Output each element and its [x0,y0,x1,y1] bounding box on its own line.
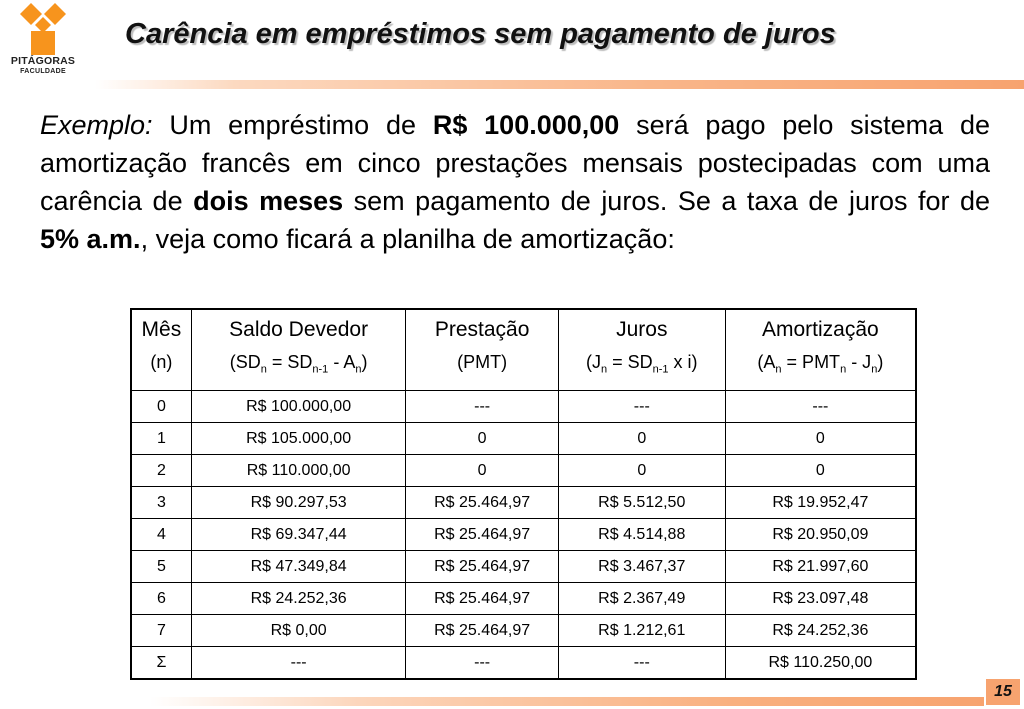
header-saldo-devedor: Saldo Devedor [191,309,406,350]
cell-juros: R$ 4.514,88 [558,519,725,551]
cell-juros: R$ 5.512,50 [558,487,725,519]
formula-saldo: $(SD_n = SD_{n-1} - A_n)$ [191,350,406,391]
header-prestacao: Prestação [406,309,558,350]
header-amortizacao: Amortização [762,318,879,341]
header-divider-bar [95,80,1024,89]
cell-prestacao: R$ 25.464,97 [406,519,558,551]
formula-mes: (n) [131,350,191,391]
table-row [131,615,916,647]
cell-prestacao: R$ 25.464,97 [406,615,558,647]
table-header-row [131,309,916,350]
cell-saldo: R$ 105.000,00 [191,423,406,455]
para-text-2: será pago pelo sistema de amortização francês em cinco prestações mensais postecipadas com uma carência de [40,110,990,216]
cell-amortizacao: 0 [725,455,916,487]
cell-juros: R$ 1.212,61 [558,615,725,647]
pitagoras-logo [3,3,83,79]
loan-amount: R$ 100.000,00 [432,110,620,140]
table-row [131,455,916,487]
cell-prestacao: 0 [406,423,558,455]
cell-amortizacao: R$ 21.997,60 [725,551,916,583]
table-row [131,487,916,519]
cell-saldo: R$ 90.297,53 [191,487,406,519]
page-number: 15 [986,679,1020,705]
example-paragraph [40,106,990,258]
table-row [131,583,916,615]
cell-mes: 7 [131,615,191,647]
cell-saldo: R$ 110.000,00 [191,455,406,487]
cell-amortizacao: --- [725,391,916,423]
grace-period: dois meses [193,186,344,216]
header-juros: Juros [558,309,725,350]
table-row [131,423,916,455]
cell-mes: 4 [131,519,191,551]
cell-saldo: R$ 100.000,00 [191,391,406,423]
cell-mes: 5 [131,551,191,583]
formula-juros: ($J_n = SD_{n-1}$ x i) [558,350,725,391]
cell-saldo: --- [191,647,406,680]
cell-prestacao: --- [406,647,558,680]
cell-juros: R$ 3.467,37 [558,551,725,583]
pitagoras-logo-icon [9,3,77,55]
para-text-3: sem pagamento de juros. Se a taxa de juros for de [343,186,991,216]
cell-juros: R$ 2.367,49 [558,583,725,615]
para-text-1: Um empréstimo de [152,110,433,140]
table-row [131,519,916,551]
cell-amortizacao: R$ 19.952,47 [725,487,916,519]
cell-prestacao: 0 [406,455,558,487]
cell-amortizacao-total: R$ 110.250,00 [725,647,916,680]
cell-juros: --- [558,391,725,423]
cell-mes: 0 [131,391,191,423]
cell-saldo: R$ 24.252,36 [191,583,406,615]
cell-mes: 3 [131,487,191,519]
cell-juros: --- [558,647,725,680]
cell-prestacao: R$ 25.464,97 [406,583,558,615]
interest-rate: 5% a.m. [40,224,141,254]
slide-title: Carência em empréstimos sem pagamento de juros [125,18,836,50]
cell-prestacao: R$ 25.464,97 [406,551,558,583]
table-row [131,391,916,423]
cell-amortizacao: 0 [725,423,916,455]
formula-amortizacao: $(A_n = PMT_n - J_n)$ [725,350,916,391]
cell-juros: 0 [558,423,725,455]
logo-subtitle: FACULDADE [20,68,66,75]
footer-divider-bar [150,697,984,706]
logo-name: PITÁGORAS [10,55,76,67]
table-total-row [131,647,916,680]
cell-amortizacao: R$ 23.097,48 [725,583,916,615]
cell-juros: 0 [558,455,725,487]
amortization-table [130,308,917,680]
formula-prestacao: (PMT) [406,350,558,391]
para-text-4: , veja como ficará a planilha de amortização: [140,224,675,254]
cell-saldo: R$ 69.347,44 [191,519,406,551]
sum-symbol: Σ [131,647,191,680]
cell-mes: 6 [131,583,191,615]
cell-amortizacao: R$ 20.950,09 [725,519,916,551]
header-mes: Mês [131,309,191,350]
cell-saldo: R$ 0,00 [191,615,406,647]
cell-amortizacao: R$ 24.252,36 [725,615,916,647]
cell-mes: 2 [131,455,191,487]
cell-prestacao: --- [406,391,558,423]
table-row [131,551,916,583]
cell-mes: 1 [131,423,191,455]
example-label: Exemplo: [40,110,153,140]
cell-saldo: R$ 47.349,84 [191,551,406,583]
table-formula-row [131,350,916,391]
cell-prestacao: R$ 25.464,97 [406,487,558,519]
